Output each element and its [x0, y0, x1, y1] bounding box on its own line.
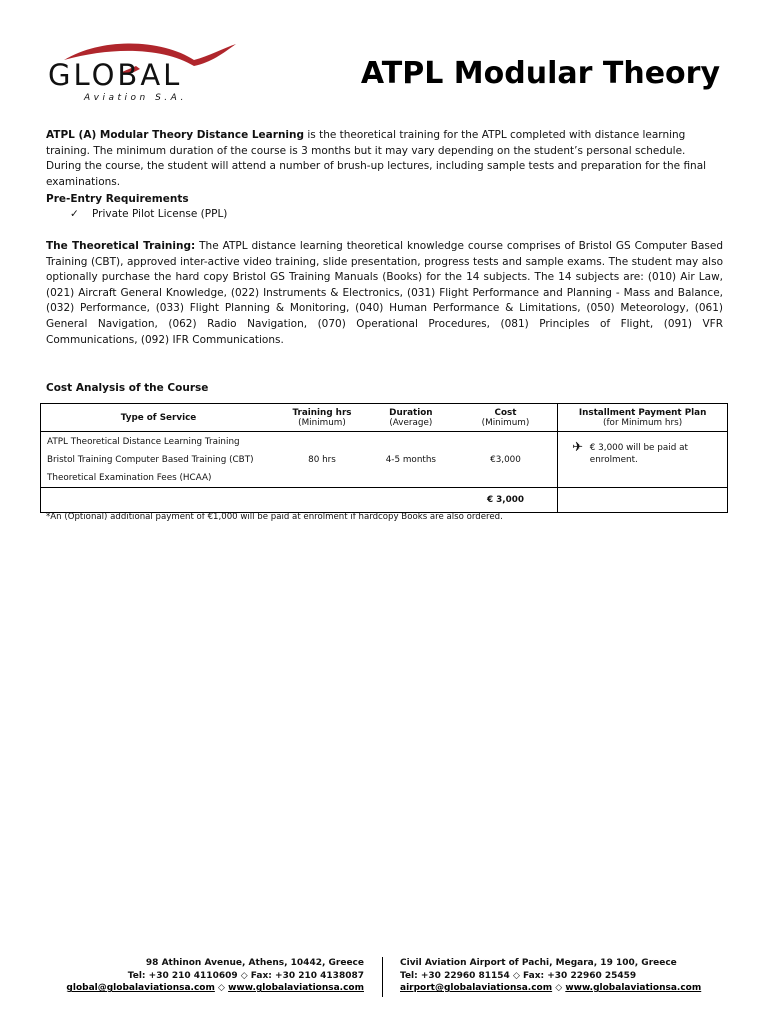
check-icon: ✓ [70, 208, 79, 220]
total-row [41, 488, 728, 513]
footer-web-link[interactable]: www.globalaviationsa.com [228, 983, 364, 994]
service-item: Theoretical Examination Fees (HCAA) [47, 472, 212, 483]
training-text: The ATPL distance learning theoretical knowledge course comprises of Bristol GS Computer Based Training (CBT), approved inter-active video training, slide presentation, progress tests and sample exams. The student may also optionally purchase the hard copy Bristol GS Training Manuals (Books) for the 14 subjects. The 14 subjects are: (010) Air Law, (021) Aircraft General Knowledge, (022) Instruments & Electronics, (031) Flight Performance and Planning - Mass and Balance, (032) Performance, (033) Flight Planning & Monitoring, (040) Human Performance & Limitations, (050) Meteorology, (061) General Navigation, (062) Radio Navigation, (070) Operational Procedures, (081) Principles of Flight, (091) VFR Communications, (092) IFR Communications. [46, 240, 723, 346]
service-item: Bristol Training Computer Based Training (CBT) [47, 454, 254, 465]
col-header-cost: Cost (Minimum) [454, 404, 558, 432]
cost-cell: €3,000 [454, 432, 558, 488]
footer-divider [382, 957, 383, 997]
cost-table-header-row [41, 404, 728, 432]
total-plan-empty [558, 488, 728, 513]
footer-address: 98 Athinon Avenue, Athens, 10442, Greece [145, 958, 364, 968]
footer-phones: Tel: +30 210 4110609 ◇ Fax: +30 210 4138087 [127, 970, 364, 981]
cost-heading: Cost Analysis of the Course [46, 382, 209, 394]
footer-email-link[interactable]: airport@globalaviationsa.com [400, 983, 553, 994]
footer-web-link[interactable]: www.globalaviationsa.com [565, 983, 702, 994]
pre-entry-item [70, 208, 227, 220]
col-header-service: Type of Service [41, 404, 277, 432]
logo-subtitle: Aviation S.A. [84, 93, 187, 103]
col-header-hours: Training hrs (Minimum) [276, 404, 368, 432]
total-spacer [41, 488, 454, 513]
intro-text: is the theoretical training for the ATPL completed with distance learning training. The minimum duration of the course is 3 months but it may vary depending on the student’s personal schedule. During the course, the student will attend a number of brush-up lectures, including sample tests and preparation for the final examinations. [46, 129, 707, 188]
page-title: ATPL Modular Theory [360, 56, 720, 91]
hours-cell: 80 hrs [276, 432, 368, 488]
logo-wordmark: GLOBAL [48, 58, 183, 92]
plane-icon: ✈ [572, 440, 584, 455]
footer-athens: 98 Athinon Avenue, Athens, 10442, Greece Tel: +30 210 4110609 ◇ Fax: +30 210 4138087 global@globalaviationsa.com ◇ www.globalaviationsa.com [66, 958, 364, 994]
footer-address: Civil Aviation Airport of Pachi, Megara, 19 100, Greece [400, 958, 677, 968]
total-cost: € 3,000 [454, 488, 558, 513]
footer-phones: Tel: +30 22960 81154 ◇ Fax: +30 22960 25459 [400, 970, 637, 981]
col-header-duration: Duration (Average) [368, 404, 454, 432]
intro-paragraph [46, 128, 723, 190]
service-item: ATPL Theoretical Distance Learning Training [47, 436, 240, 447]
training-paragraph [46, 239, 723, 348]
cost-table [40, 403, 728, 513]
footer-email-link[interactable]: global@globalaviationsa.com [66, 983, 215, 994]
pre-entry-item-label: Private Pilot License (PPL) [92, 208, 228, 220]
footer-megara: Civil Aviation Airport of Pachi, Megara, 19 100, Greece Tel: +30 22960 81154 ◇ Fax: +30 22960 25459 airport@globalaviationsa.com ◇ www.globalaviationsa.com [400, 958, 702, 994]
col-header-plan: Installment Payment Plan (for Minimum hrs) [558, 404, 728, 432]
intro-lead: ATPL (A) Modular Theory Distance Learning [46, 129, 305, 141]
plan-cell [558, 432, 728, 488]
pre-entry-heading: Pre-Entry Requirements [46, 193, 189, 205]
table-row [41, 432, 728, 488]
plan-text: € 3,000 will be paid at enrolment. [589, 443, 688, 465]
service-list-cell [41, 432, 277, 488]
cost-footnote: *An (Optional) additional payment of €1,000 will be paid at enrolment if hardcopy Books are also ordered. [46, 512, 503, 522]
company-logo [44, 38, 244, 108]
training-lead: The Theoretical Training: [46, 240, 196, 252]
duration-cell: 4-5 months [368, 432, 454, 488]
